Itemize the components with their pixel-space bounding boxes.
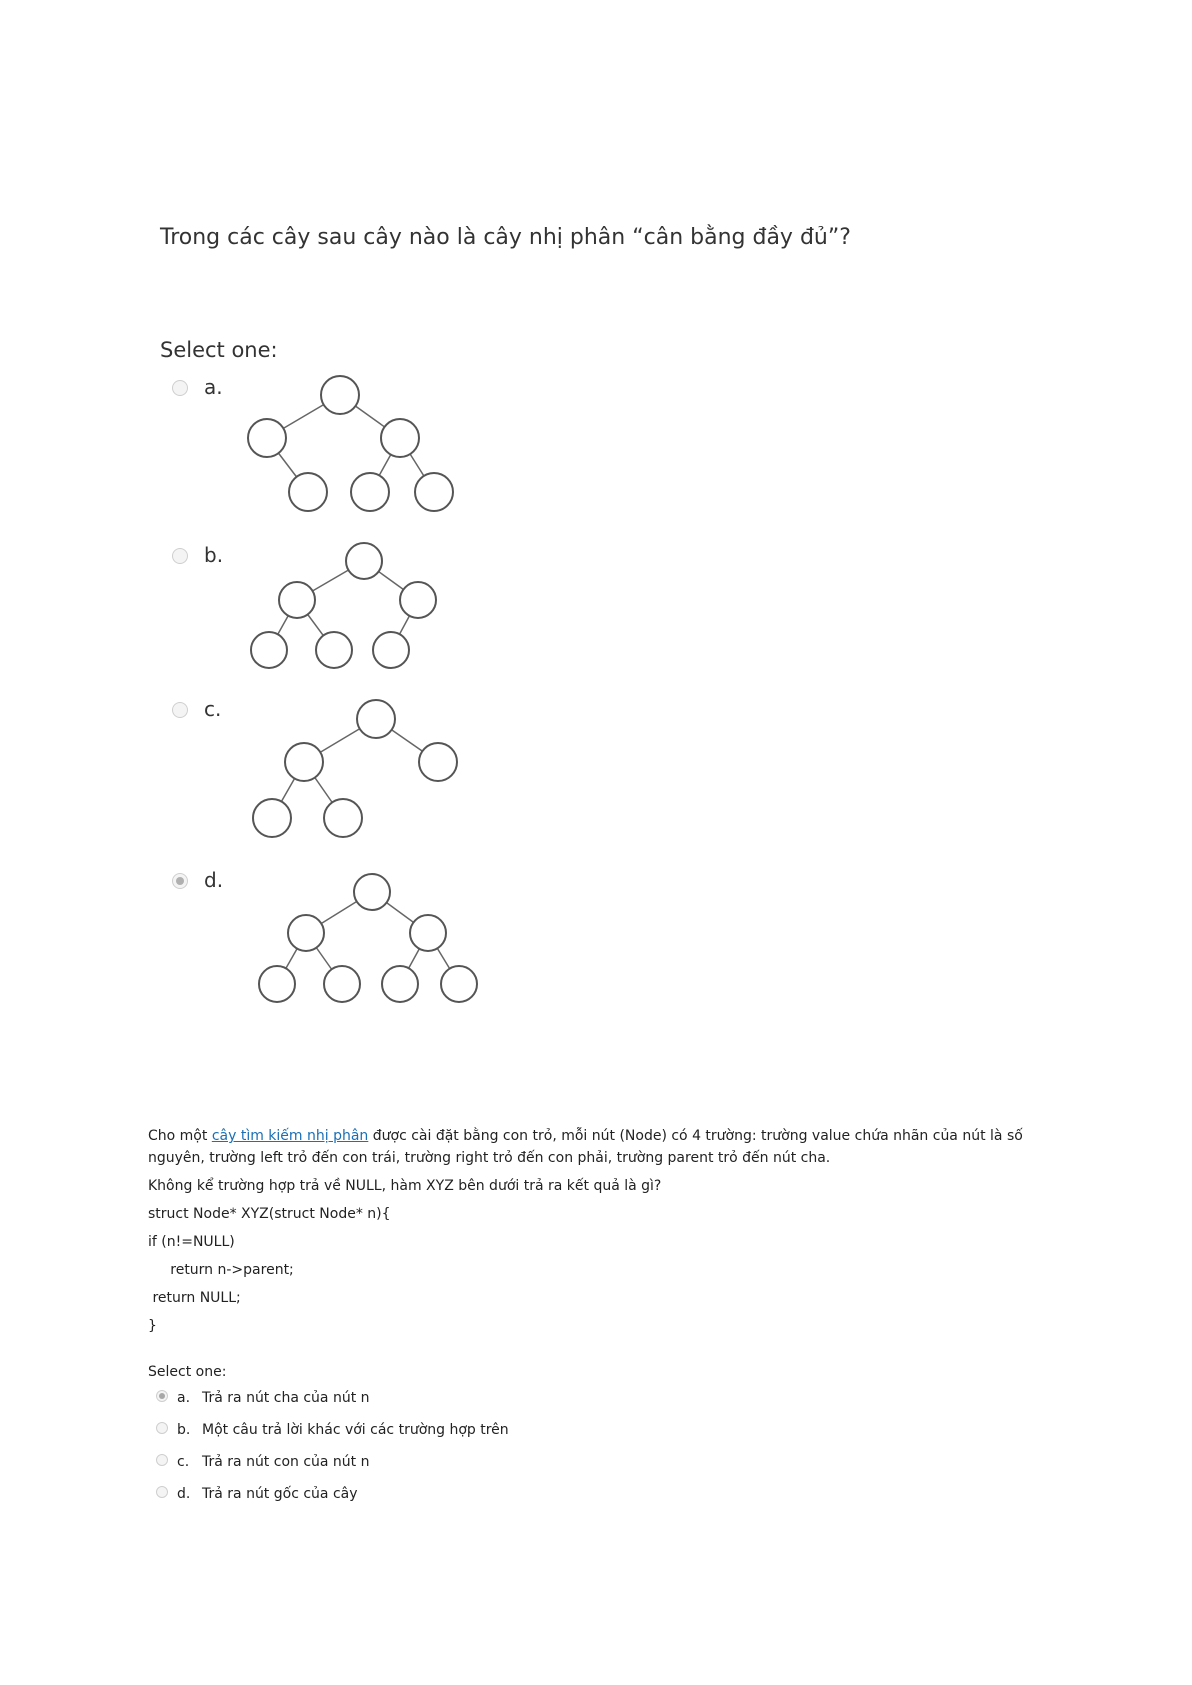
q2-option-b-radio[interactable]	[156, 1422, 168, 1434]
q1-option-b-letter: b.	[204, 543, 224, 567]
q1-option-c-tree	[240, 695, 470, 845]
q1-option-d-radio[interactable]	[172, 873, 188, 889]
q2-option-a-radio[interactable]	[156, 1390, 168, 1402]
code-line: }	[148, 1318, 157, 1334]
q1-option-b-tree	[240, 540, 460, 680]
q2-option-b[interactable]	[148, 1419, 1048, 1451]
question-1-title: Trong các cây sau cây nào là cây nhị phân “cân bằng đầy đủ”?	[160, 225, 851, 250]
q1-option-a-letter: a.	[204, 375, 223, 399]
q2-option-b-letter: b.	[177, 1422, 191, 1438]
question-2	[148, 1125, 1048, 1515]
q2-option-a-text: Trả ra nút cha của nút n	[202, 1390, 370, 1406]
code-line: return n->parent;	[148, 1262, 294, 1278]
q2-option-c-text: Trả ra nút con của nút n	[202, 1454, 370, 1470]
q2-option-d-radio[interactable]	[156, 1486, 168, 1498]
q2-option-d-letter: d.	[177, 1486, 191, 1502]
bst-link[interactable]: cây tìm kiếm nhị phân	[211, 1128, 369, 1144]
q1-option-a-radio[interactable]	[172, 380, 188, 396]
q1-option-b-radio[interactable]	[172, 548, 188, 564]
q2-option-d[interactable]	[148, 1483, 1048, 1515]
code-line: if (n!=NULL)	[148, 1234, 235, 1250]
q2-option-b-text: Một câu trả lời khác với các trường hợp trên	[202, 1422, 509, 1438]
q2-option-c-letter: c.	[177, 1454, 190, 1470]
q2-option-a-letter: a.	[177, 1390, 191, 1406]
q2-option-a[interactable]	[148, 1387, 1048, 1419]
code-block	[148, 1203, 1048, 1343]
q2-option-c-radio[interactable]	[156, 1454, 168, 1466]
q1-option-a-tree	[240, 370, 460, 520]
select-one-label: Select one:	[148, 1364, 227, 1380]
question-2-text: Không kể trường hợp trả về NULL, hàm XYZ bên dưới trả ra kết quả là gì?	[148, 1178, 662, 1194]
q2-options	[148, 1387, 1048, 1515]
q1-option-c-radio[interactable]	[172, 702, 188, 718]
code-line: return NULL;	[148, 1290, 241, 1306]
question-2-intro: Cho một cây tìm kiếm nhị phân được cài đặt bằng con trỏ, mỗi nút (Node) có 4 trường: trường value chứa nhãn của nút là số nguyên, trường left trỏ đến con trái, trường right trỏ đến con phải, trường parent trỏ đến nút cha.	[148, 1128, 1023, 1166]
select-one-label: Select one:	[160, 338, 278, 362]
q2-option-d-text: Trả ra nút gốc của cây	[202, 1486, 358, 1502]
q1-option-d-tree	[250, 870, 490, 1010]
q2-option-c[interactable]	[148, 1451, 1048, 1483]
q1-option-d-letter: d.	[204, 868, 224, 892]
code-line: struct Node* XYZ(struct Node* n){	[148, 1206, 391, 1222]
q1-option-c-letter: c.	[204, 697, 222, 721]
